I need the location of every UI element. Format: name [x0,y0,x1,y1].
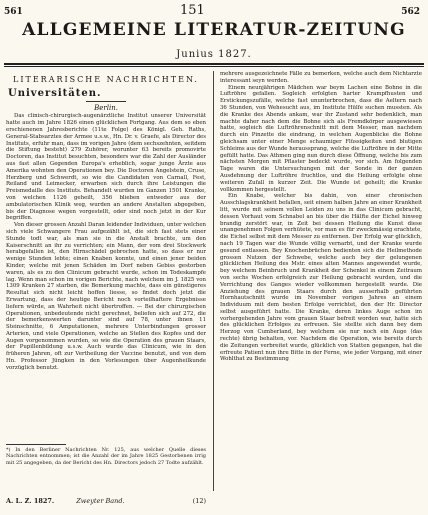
left-page-number: 561 [4,7,23,17]
right-paragraph: Einem neunjährigen Mädchen war beym Lachen eine Bohne in die Luftröhre gefallen. Sogleich erfolgten harter Krampfhusten und Erstickungszufälle, welche fast ununterbrochen, dass die Aeltern nach 36 Stunden, von Wehesucht aus, im Institute Hülfe suchen mussten. Als die Kranke des Abends ankam, war ihr Zustand sehr bedenklich, man machte daher nach dem die Bohne sich als Fremdkörper ausgewiesen hatte, sogleich die Luftröhrenschnitt mit dem Messer, man nachdem durch ein Pinzette die eindrang, in welchen Augenblicke die Bohne gleichsam unter einer Menge schaumiger Flüssigkeiten und blutigen Schleims aus der Wunde heraussprang, welche die Luftröhre in der Mitte gefüllt hatte. Das Athmen ging nun durch diese Öffnung, welche bis zum nächsten Morgen mit Pflaster bedeckt wurde, vor sich. Am folgenden Tage waren die Untersuchungen mit der Sonde in der ganzen Ausdehnung der Luftröhre fruchtlos, und die Heilung erfolgte ohne weiteren Zufall in kurzer Zeit. Die Wunde ist geheilt; die Kranke vollkommen hergestellt. [220,84,422,193]
section-title: LITERARISCHE NACHRICHTEN. [13,75,199,84]
left-paragraph: Das clinisch-chirurgisch-augenärztliche Institut unserer Universität hatte auch im Jahre 1826 einen glücklichen Fortgang. Aus dem so eben erschienenen Jahresberichte (11te Folge) des Königl. Geh. Raths, General-Stabsarztes der Armee u.s.w., Hn. Dr. v. Graefe, als Director des Instituts, erfuhr man, dass im vorigen Jahre (dem sechszehnten, seitdem die Stiftung besteht) 279 Zuhörer, worunter 63 bereits promovirte Doctoren, das Institut besuchten, besonders war die Zahl der Ausländer aus fast allen Gegenden Europa's erheblich, sogar junge Ärzte aus Amerika wohnten den Operationen bey. Die Doctoren Angelstein, Cruse, Herzberg und Schwerdt, so wie die Candidaten von Carnall, Fest, Reiland und Leimecker, erwarben sich durch ihre Leistungen die Preismedaille des Instituts. Behandelt wurden im Ganzen 1501 Kranke, von welchen 1126 geheilt, 356 blieben entweder aus der ambulatorischen Klinik weg, wurden an andere Anstalten abgegeben, bis der Diagnose wegen vorgestellt, oder sind noch jetzt in der Kur begriffen. [6,113,206,222]
page-header [0,3,428,19]
column-divider [213,71,214,491]
masthead-title: ALLGEMEINE LITERATUR-ZEITUNG [22,20,406,40]
issue-date: Junius 1827. [176,49,252,60]
page-footer [6,497,206,505]
footer-sheet-number: (12) [192,497,206,505]
footnote-rule [6,444,66,445]
right-paragraph: Ein Knabe, welcher bis dahin, von einer chronischen Ausschlagskrankheit befallen, seit einem halben Jahre an einer Krankheit litt, wurde mit seinem vollen Leiden zu uns in das Clinicum gebracht, dessen Vorhaut vom Schnabel an bis über die Hälfte der Eichel hinweg brandig zerstört war, in Zeit bei dessen Heilung die Kunst diese unangenehmen Folgen verhütete, vor man es für zweckmässig erachtete, die Eichel selbst mit dem Messer zu entfernen. Der Erfolg war glücklich, nach 19 Tagen war die Wunde völlig vernarbt, und der Kranke wurde gesund entlassen. Bey Knochenbrüchen bedienten sich die Heilmethode grossen Nutzen der Schwebe, welche auch bey der gelungenen glücklichen Heilung des Mstr. eines alten Mannes angewendet wurde, bey welchem Beinbruch und Krankheit der Schenkel in einem Zeitraum von sechs Wochen erfolgreich zur Heilung gebracht wurden, und die Verrichtung des Ganges wieder vollkommen hergestellt wurde. Die Anziehung des grauen Staars durch den ausserhalb geführten Hornhautschnitt wurde im November vorigen Jahres an einem Individuum mit dem besten Erfolge verrichtet, den der Hr. Director selbst ausgeführt hatte. Die Kranke, deren linkes Auge schon im vorhergehenden Jahre vom grauen Staar befreit worden war, hatte sich des glücklichen Erfolges zu erfreuen. Sie stellte sich dann bey dem Herzog von Cumberland, bey welchem sie nur noch ein Auge (das rechte) übrig behalten, vor. Nachdem die Operation, wie bereits durch die Zeitungen verbreitet wurde, glücklich von Statten gegangen, hat die erfreute Patient nun ihre Bitte in der Ferne, wie jeder Vorgang, mit einer Wohlthat zu Bestimmung [220,193,422,363]
footnote: *) In den Berliner Nachrichten Nr. 125, aus welcher Quelle dieses Nachrichten entnommen; ist die Anzahl der im Jahre 1825 Gestorbenen irrig mit 25 angegeben, da der Bericht des Hn. Directors jedoch 27 Todte aufzählt. [6,447,206,466]
masthead-rule-thin [4,66,424,67]
left-column [6,71,206,372]
right-page-number: 562 [401,7,420,17]
university-heading: Universitäten. [8,87,102,99]
center-page-number: 151 [180,3,205,18]
footer-volume: Zweyter Band. [76,497,125,505]
left-paragraph: Von dieser grossen Anzahl Daran leidender Individuen, unter welchen sich viele Schwangere Frau aufgezählt ist, die sich fast stets einer Stunde todt war, als man sie in die Anstalt brachte, um den Kaiserschnitt an ihr zu verrichten; ein Mann, der vom drei Stockwerk herabgefallen ist, den Hirnschädel gebrochen hatte, so dass er nur wenige Stunden lebte; einen Knaben konnte, und einen jener beiden Kinder, welche mit jenen Schäden im Dorf neben Gebiss gestorben waren, als es zu den Clinicum gebracht wurde, schon im Todeskampfe lag. Wenn man schon im vorigen Berichte, nach welchem im J. 1825 von 1309 Kranken 27 starben, die Bemerkung machte, dass ein günstigeres Resultat sich nicht leicht hoffen liesse, so findet doch jetzt die Erwartung, dass der heutige Bericht noch vorteilhaftere Ergebnisse liefern würde, an Wahrheit nicht übertroffen. — Bei der chirurgischen Operationen, unbedeutende nicht gerechnet, beliefen sich auf 272, die der bemerkenswerten darunter sind auf 78, unter ihnen 11 Steinschnitte, 6 Amputationen, mehrere Unterbindungen grosser Arterien, und viele Operationen, welche an Stellen des Kopfes und der Augen vorgenommen wurden, so wie die Operation des grauen Staars, der Pupillenbildung u.s.w. Auch wurde das Clinicum, wie in den früheren Jahren, oft zur Vertheilung der Vaccine benutzt, und von dem Hn. Professor Jüngken in den Vorlesungen über Augenheilkunde vorzüglich benutzt. [6,222,206,371]
masthead-rule-thick [4,63,424,65]
right-paragraph: mehrere ausgezeichnete Fälle zu bemerken, welche auch dem Nichtarzte interessant seyn werden. [220,71,422,84]
heading-separator [86,101,126,102]
right-column [220,71,422,363]
city-heading: Berlin. [94,103,118,112]
footer-journal: A. L. Z. 1827. [6,497,55,505]
